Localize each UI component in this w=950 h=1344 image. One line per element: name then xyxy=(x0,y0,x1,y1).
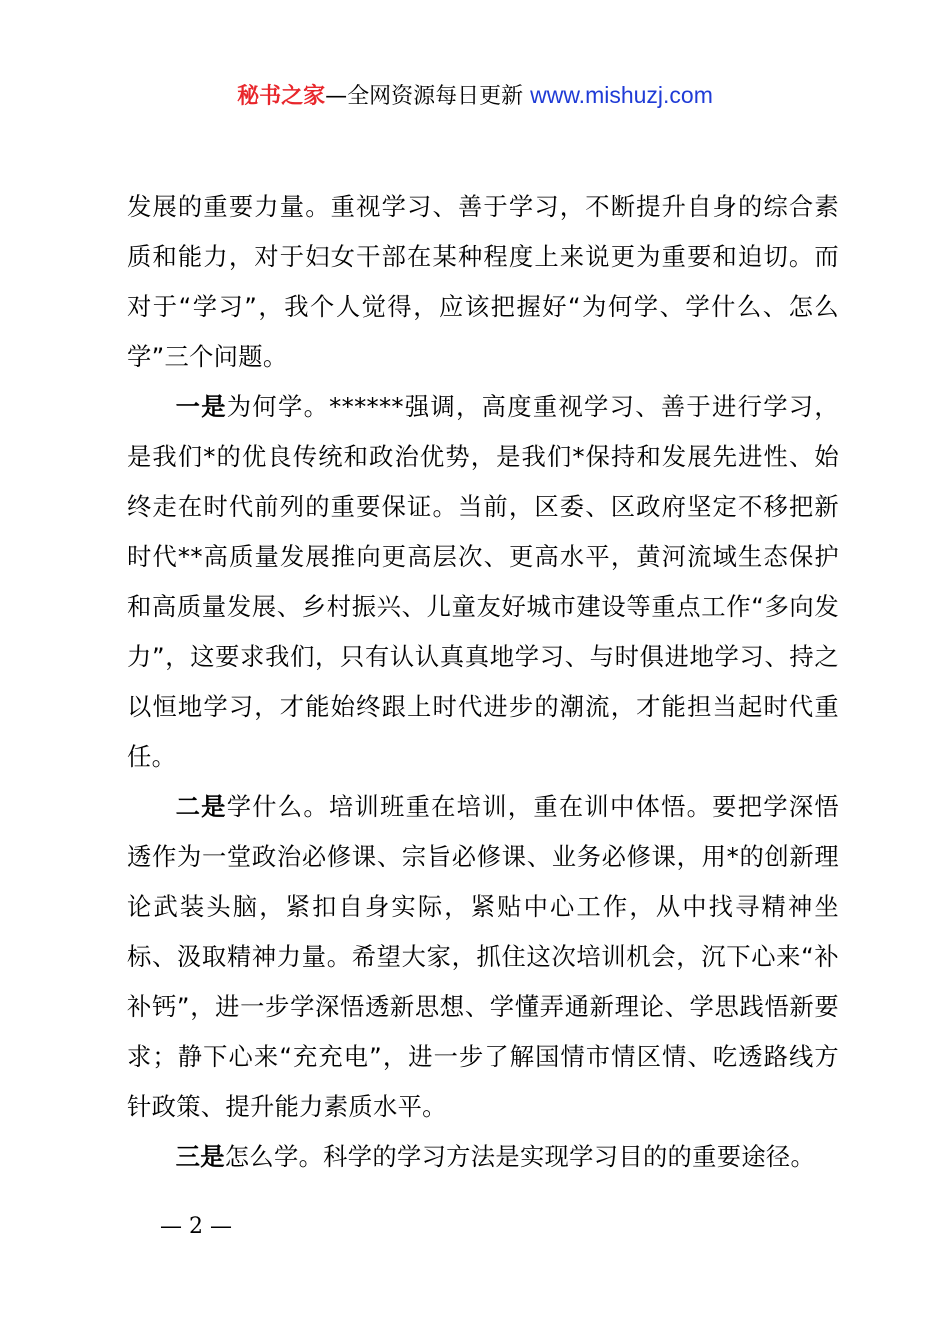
paragraph-intro xyxy=(127,182,839,382)
site-header xyxy=(0,78,950,114)
paragraph-text: 怎么学。科学的学习方法是实现学习目的的重要途径。 xyxy=(224,1142,816,1171)
header-tagline: —全网资源每日更新 xyxy=(325,84,524,109)
paragraph-text: 学什么。培训班重在培训，重在训中体悟。要把学深悟透作为一堂政治必修课、宗旨必修课、业务必修课，用*的创新理论武装头脑，紧扣自身实际，紧贴中心工作，从中找寻精神坐标、汲取精神力量。希望大家，抓住这次培训机会，沉下心来“补补钙”，进一步学深悟透新思想、学懂弄通新理论、学思践悟新要求；静下心来“充充电”，进一步了解国情市情区情、吃透路线方针政策、提升能力素质水平。 xyxy=(127,792,839,1121)
paragraph-how-learn xyxy=(127,1132,839,1182)
paragraph-what-learn xyxy=(127,782,839,1132)
document-body xyxy=(127,182,839,1182)
paragraph-text: 发展的重要力量。重视学习、善于学习，不断提升自身的综合素质和能力，对于妇女干部在某种程度上来说更为重要和迫切。而对于“学习”，我个人觉得，应该把握好“为何学、学什么、怎么学”三个问题。 xyxy=(127,192,839,371)
site-url-link[interactable]: www.mishuzj.com xyxy=(530,82,713,108)
paragraph-lead: 三是 xyxy=(175,1142,225,1171)
paragraph-lead: 一是 xyxy=(175,392,227,421)
brand-name: 秘书之家 xyxy=(237,84,326,109)
paragraph-lead: 二是 xyxy=(175,792,227,821)
page-number: — 2 — xyxy=(160,1214,232,1239)
paragraph-text: 为何学。******强调，高度重视学习、善于进行学习，是我们*的优良传统和政治优势，是我们*保持和发展先进性、始终走在时代前列的重要保证。当前，区委、区政府坚定不移把新时代**高质量发展推向更高层次、更高水平，黄河流域生态保护和高质量发展、乡村振兴、儿童友好城市建设等重点工作“多向发力”，这要求我们，只有认认真真地学习、与时俱进地学习、持之以恒地学习，才能始终跟上时代进步的潮流，才能担当起时代重任。 xyxy=(127,392,839,771)
paragraph-why-learn xyxy=(127,382,839,782)
